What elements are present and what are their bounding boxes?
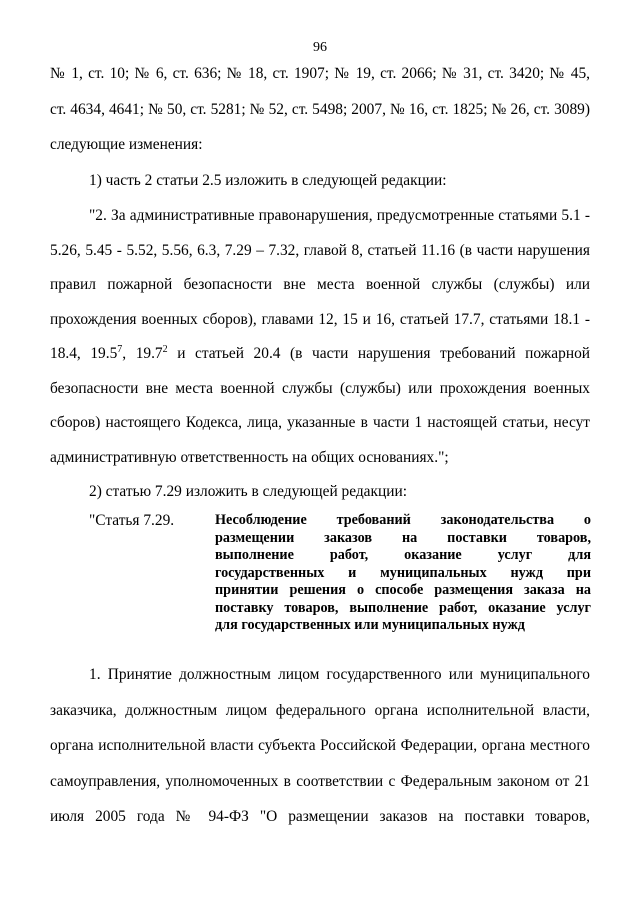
item1-text-line-7: сборов) настоящего Кодекса, лица, указанные в части 1 настоящей статьи, несут [50, 414, 590, 431]
superscript-2: 2 [162, 344, 168, 355]
article-title-line: выполнение работ, оказание услуг для [215, 547, 591, 563]
para1-line-1: 1. Принятие должностным лицом государственного или муниципального [89, 666, 590, 683]
item1-heading: 1) часть 2 статьи 2.5 изложить в следующей редакции: [89, 172, 447, 189]
article-title-line: принятии решения о способе размещения заказа на [215, 582, 591, 598]
intro-line-3: следующие изменения: [50, 136, 203, 153]
page-number: 96 [313, 40, 327, 55]
item1-text-line-5-c: и статьей 20.4 (в части нарушения требований пожарной [167, 345, 590, 362]
item1-text-line-5-a: 18.4, 19.5 [50, 345, 118, 362]
article-title-line: размещении заказов на поставки товаров, [215, 529, 591, 546]
para1-line-3: органа исполнительной власти субъекта Российской Федерации, органа местного [50, 737, 590, 754]
article-title [215, 512, 591, 635]
article-title-line: государственных и муниципальных нужд при [215, 564, 591, 581]
item1-text-line-1: "2. За административные правонарушения, предусмотренные статьями 5.1 - [89, 207, 590, 224]
intro-line-2: ст. 4634, 4641; № 50, ст. 5281; № 52, ст. 5498; 2007, № 16, ст. 1825; № 26, ст. 3089) [50, 101, 590, 118]
superscript-7: 7 [117, 344, 123, 355]
article-heading [89, 512, 590, 632]
article-title-line: Несоблюдение требований законодательства о [215, 512, 591, 528]
item1-text-line-6: безопасности вне места военной службы (службы) или прохождения военных [50, 380, 590, 397]
intro-line-1: № 1, ст. 10; № 6, ст. 636; № 18, ст. 1907; № 19, ст. 2066; № 31, ст. 3420; № 45, [50, 65, 590, 82]
item1-text-line-8: административную ответственность на общих основаниях."; [50, 449, 449, 466]
article-title-line: для государственных или муниципальных нужд [215, 617, 525, 633]
item2-heading: 2) статью 7.29 изложить в следующей редакции: [89, 483, 407, 500]
item1-text-line-2: 5.26, 5.45 - 5.52, 5.56, 6.3, 7.29 – 7.32, главой 8, статьей 11.16 (в части нарушения [50, 242, 590, 259]
article-title-line: поставку товаров, выполнение работ, оказание услуг [215, 599, 591, 616]
para1-line-4: самоуправления, уполномоченных в соответствии с Федеральным законом от 21 [50, 773, 590, 790]
para1-line-2: заказчика, должностным лицом федерального органа исполнительной власти, [50, 702, 590, 719]
para1-line-5: июля 2005 года № 94-ФЗ "О размещении заказов на поставки товаров, [50, 808, 590, 825]
item1-text-line-5 [50, 345, 590, 363]
item1-text-line-3: правил пожарной безопасности вне места военной службы (службы) или [50, 276, 590, 293]
item1-text-line-4: прохождения военных сборов), главами 12, 15 и 16, статьей 17.7, статьями 18.1 - [50, 311, 590, 328]
article-label: "Статья 7.29. [89, 512, 175, 529]
item1-text-line-5-b: , 19.7 [122, 345, 163, 362]
